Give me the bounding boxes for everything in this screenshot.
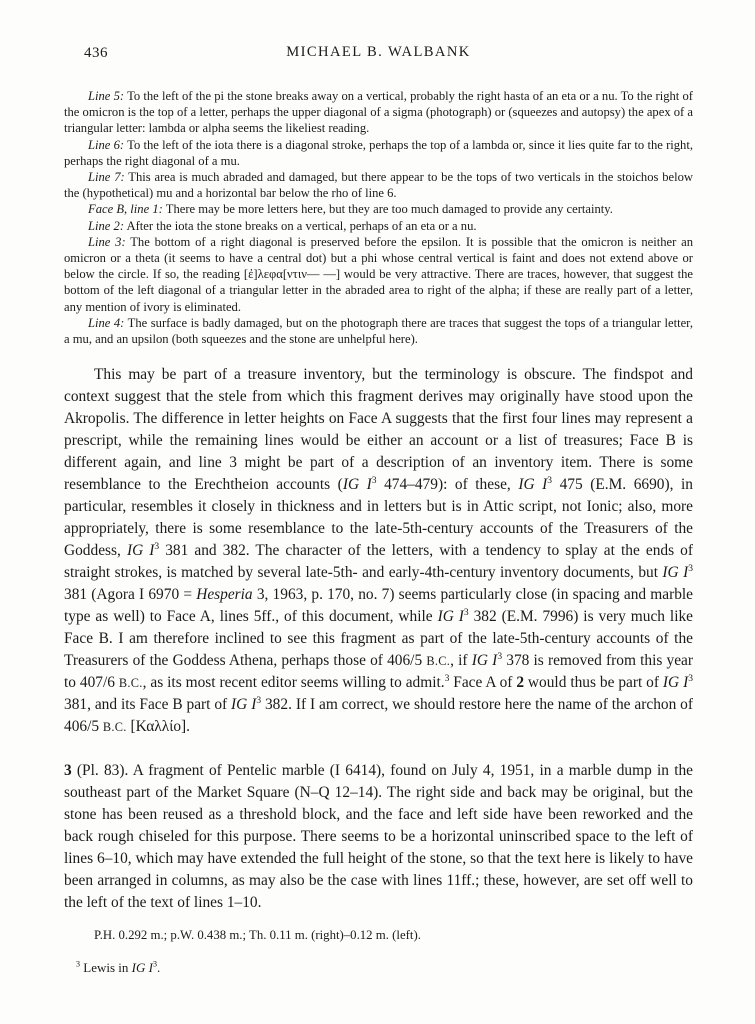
commentary-face-b-line-1: Face B, line 1: There may be more letters here, but they are too much damaged to provide any certainty. <box>88 202 613 217</box>
commentary-line-5: Line 5: To the left of the pi the stone breaks away on a vertical, probably the right hasta of an eta or a nu. To the right of the omicron is the top of a letter, perhaps the upper diagonal of a sigma (photograph) or (squeezes and autopsy) the apex of a triangular letter: lambda or alpha seems the likeliest reading. <box>64 89 694 136</box>
catalogue-entry-3 <box>64 760 693 944</box>
commentary-line-2: Line 2: After the iota the stone breaks on a vertical, perhaps of an eta or a nu. <box>88 218 477 233</box>
epigraphic-commentary <box>64 88 693 347</box>
commentary-line-4: Line 4: The surface is badly damaged, but on the photograph there are traces that suggest the tops of a triangular letter, a mu, and an upsilon (both squeezes and the stone are unhelpful here). <box>64 315 694 347</box>
footnote-3: $^3$ Lewis in IG $I^3$. <box>76 959 161 976</box>
footnotes <box>64 959 693 976</box>
page-number: 436 <box>84 45 108 61</box>
page-header <box>64 44 693 66</box>
running-head: MICHAEL B. WALBANK <box>286 44 471 60</box>
commentary-line-3: Line 3: The bottom of a right diagonal is preserved before the epsilon. It is possible that the omicron is neither an omicron or a theta (it seems to have a central dot) but a phi whose central vertical is faint and does not extend above or below the circle. If so, the reading [ἐ]λεφα[ντιν— —] would be very attractive. There are traces, however, that suggest the bottom of the left diagonal of a triangular letter in the abraded area to right of the alpha; if these are really part of a letter, any mention of ivory is eliminated. <box>64 234 693 314</box>
measurements-line: P.H. 0.292 m.; p.W. 0.438 m.; Th. 0.11 m. (right)–0.12 m. (left). <box>94 928 421 943</box>
commentary-line-6: Line 6: To the left of the iota there is a diagonal stroke, perhaps the top of a lambda or, since it lies quite far to the right, perhaps the right diagonal of a mu. <box>64 137 694 168</box>
entry-3-paragraph: 3 (Pl. 83). A fragment of Pentelic marble (I 6414), found on July 4, 1951, in a marble dump in the southeast part of the Market Square (N–Q 12–14). The right side and back may be original, but the stone has been reused as a threshold block, and the face and left side have been reworked and the back rough chiseled for this purpose. There seems to be a horizontal uninscribed space to the left of lines 6–10, which may have extended the full height of the stone, so that the text here is likely to have been arranged in columns, as may also be the case with lines 11ff.; these, however, are set off well to the left of the text of lines 1–10. <box>64 762 693 912</box>
discussion-section <box>64 364 693 738</box>
discussion-paragraph: This may be part of a treasure inventory, but the terminology is obscure. The findspot and context suggest that the stele from which this fragment derives may originally have stood upon the Akropolis. The difference in letter heights on Face A suggests that the first four lines may represent a prescript, while the remaining lines would be either an account or a list of treasures; Face B is different again, and line 3 might be part of a description of an inventory item. There is some resemblance to the Erechtheion accounts (IG $I^3$ 474–479): of these, IG $I^3$ 475 (E.M. 6690), in particular, resembles it closely in thickness and in letters but is in Attic script, not Ionic; also, more appropriately, there is some resemblance to the late-5th-century accounts of the Treasurers of the Goddess, IG $I^3$ 381 and 382. The character of the letters, with a tendency to splay at the ends of straight strokes, is matched by several late-5th- and early-4th-century inventory documents, but IG $I^3$ 381 (Agora I 6970 = Hesperia 3, 1963, p. 170, no. 7) seems particularly close (in spacing and marble type as well) to Face A, lines 5ff., of this document, while IG $I^3$ 382 (E.M. 7996) is very much like Face B. I am therefore inclined to see this fragment as part of the late-5th-century accounts of the Treasurers of the Goddess Athena, perhaps those of 406/5 B.C., if IG $I^3$ 378 is removed from this year to 407/6 B.C., as its most recent editor seems willing to admit.$^3$ Face A of 2 would thus be part of IG $I^3$ 381, and its Face B part of IG $I^3$ 382. If I am correct, we should restore here the name of the archon of 406/5 B.C. [Καλλίο]. <box>64 366 694 736</box>
commentary-line-7: Line 7: This area is much abraded and damaged, but there appear to be the tops of two verticals in the stoichos below the (hypothetical) mu and a horizontal bar below the rho of line 6. <box>64 170 694 201</box>
